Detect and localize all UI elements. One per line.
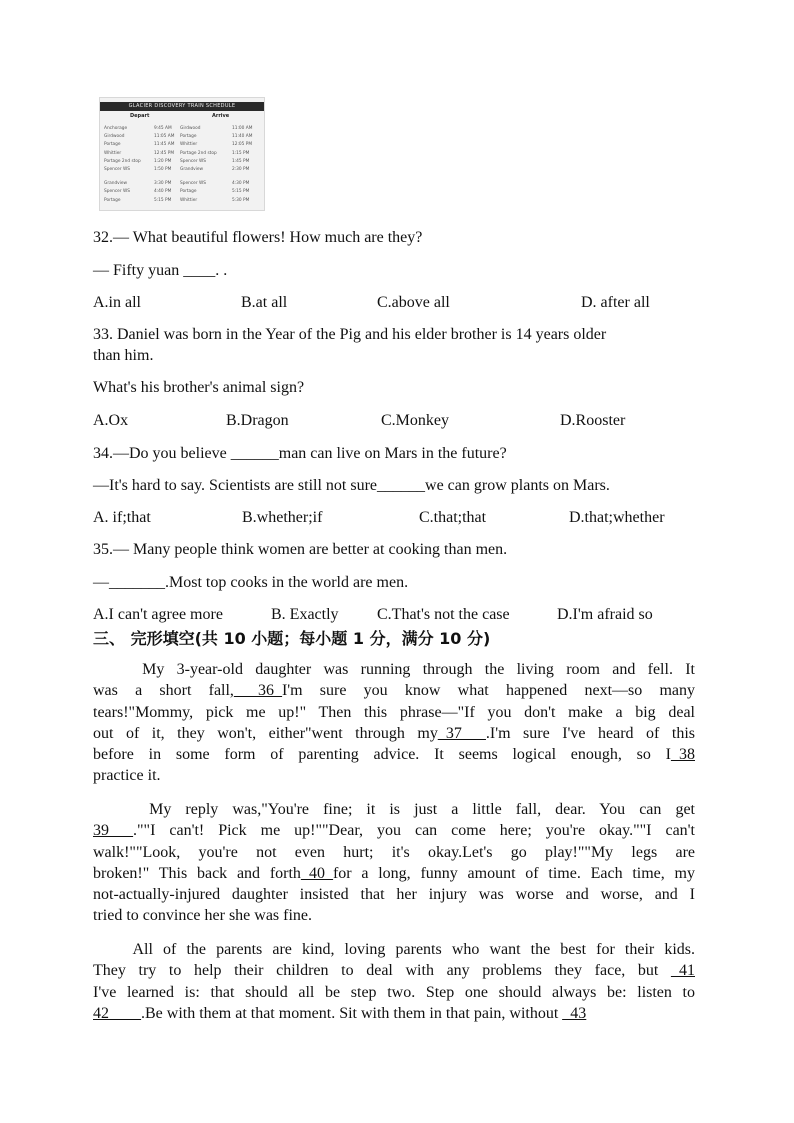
schedule-cell: Anchorage [104, 126, 128, 131]
schedule-cell: Portage [180, 189, 197, 195]
q33-question: What's his brother's animal sign? [93, 379, 305, 396]
q33-option-a: A.Ox [93, 412, 129, 429]
q35-answer: —_______.Most top cooks in the world are men. [93, 574, 409, 591]
schedule-cell: 11:45 AM [154, 142, 175, 148]
schedule-row [104, 142, 262, 148]
passage-line [93, 905, 695, 926]
passage-line [93, 863, 695, 884]
passage-text: tried to convince her she was fine. [93, 907, 313, 925]
passage-text: I'm sure you know what happened next—so many [281, 682, 695, 700]
passage-line [93, 680, 695, 701]
passage-line [93, 765, 695, 786]
q35-option-c: C.That's not the case [377, 606, 510, 623]
passage-line [93, 723, 695, 744]
passage-line [93, 1003, 695, 1024]
blank-number: _37___ [437, 724, 486, 742]
passage-line [93, 820, 695, 841]
schedule-cell: 4:30 PM [232, 181, 250, 187]
passage-text: .I'm sure I've heard of this [485, 724, 695, 742]
schedule-row [104, 151, 262, 157]
passage-line [93, 744, 695, 765]
blank-number: _41 [671, 962, 695, 980]
q33-stem-line2: than him. [93, 347, 154, 364]
schedule-cell: 12:05 PM [232, 142, 253, 148]
schedule-row [104, 134, 262, 140]
passage-text: broken!" This back and forth [93, 864, 301, 882]
passage-text: was a short fall, [93, 682, 234, 700]
q33-stem-line1: 33. Daniel was born in the Year of the Pig and his elder brother is 14 years older [93, 326, 607, 343]
passage-line [93, 659, 695, 680]
q32-options [93, 292, 703, 313]
blank-number: 42____ [93, 1004, 141, 1022]
schedule-cell: Spencer WS [180, 181, 206, 187]
q35-stem: 35.— Many people think women are better at cooking than men. [93, 541, 508, 558]
schedule-cell: Girdwood [180, 126, 201, 131]
passage-paragraph-2 [93, 799, 695, 927]
passage-text: practice it. [93, 767, 161, 785]
blank-number: _38 [671, 746, 695, 764]
passage-text: .""I can't! Pick me up!""Dear, you can come here; you're okay.""I can't [133, 822, 695, 840]
schedule-row [104, 198, 262, 204]
q34-option-a: A. if;that [93, 509, 151, 526]
schedule-cell: Whittier [104, 150, 122, 156]
q34-answer: —It's hard to say. Scientists are still not sure______we can grow plants on Mars. [93, 477, 610, 494]
passage-line [93, 960, 695, 981]
section-three-heading: 三、 完形填空(共 10 小题；每小题 1 分，满分 10 分) [93, 629, 491, 648]
q32-option-b: B.at all [241, 294, 288, 311]
blank-number: ___36_ [233, 682, 282, 700]
blank-number: 39___ [93, 822, 133, 840]
schedule-cell: 5:30 PM [232, 197, 250, 203]
passage-text: walk!""Look, you're not even hurt; it's okay.Let's go play!""My legs are [93, 843, 695, 861]
passage-text: before in some form of parenting advice. It seems logical enough, so I [93, 746, 671, 764]
q34-option-c: C.that;that [419, 509, 487, 526]
q32-option-a: A.in all [93, 294, 141, 311]
schedule-cell: Grandview [104, 181, 128, 187]
schedule-row [104, 159, 262, 165]
q33-option-d: D.Rooster [560, 412, 626, 429]
passage-text: They try to help their children to deal with any problems they face, but [93, 962, 671, 980]
passage-text: tears!"Mommy, pick me up!" Then this phrase—"If you don't make a big deal [93, 703, 695, 721]
passage-text: out of it, they won't, either"went through my [93, 724, 438, 742]
schedule-row [104, 181, 262, 187]
schedule-cell: 5:15 PM [154, 197, 172, 203]
schedule-cell: Spencer WS [104, 167, 130, 172]
schedule-arrive-label: Arrive [212, 113, 230, 119]
schedule-cell: Portage 2nd stop [104, 158, 141, 164]
passage-text: My 3-year-old daughter was running through the living room and fell. It [93, 661, 695, 678]
q35-options [93, 604, 703, 625]
passage-text: not-actually-injured daughter insisted that her injury was worse and worse, and I [93, 886, 695, 904]
q35-option-b: B. Exactly [271, 606, 339, 623]
schedule-cell: 11:00 AM [232, 126, 253, 131]
q34-options [93, 507, 703, 528]
passage-line [93, 842, 695, 863]
q33-option-b: B.Dragon [226, 412, 289, 429]
passage-text: for a long, funny amount of time. Each time, my [332, 864, 695, 882]
schedule-cell: Portage [104, 197, 121, 203]
passage-line [93, 702, 695, 723]
schedule-cell: 12:45 PM [154, 150, 175, 156]
schedule-cell: Whittier [180, 142, 198, 148]
schedule-cell: 1:20 PM [154, 158, 172, 164]
schedule-cell: 3:30 PM [154, 181, 172, 187]
q32-stem: 32.— What beautiful flowers! How much are they? [93, 229, 423, 246]
schedule-cell: Spencer WS [104, 189, 130, 195]
schedule-cell: 4:40 PM [154, 189, 172, 195]
schedule-cell: Whittier [180, 197, 198, 203]
passage-line [93, 982, 695, 1003]
q33-options [93, 410, 703, 431]
schedule-title: GLACIER DISCOVERY TRAIN SCHEDULE [100, 102, 264, 111]
q34-option-d: D.that;whether [569, 509, 665, 526]
schedule-cell: Portage [104, 142, 121, 148]
passage-text: All of the parents are kind, loving parents who want the best for their kids. [93, 941, 695, 958]
q33-option-c: C.Monkey [381, 412, 449, 429]
q35-option-d: D.I'm afraid so [557, 606, 653, 623]
schedule-row [104, 189, 262, 195]
schedule-cell: 1:15 PM [232, 150, 250, 156]
schedule-cell: 1:45 PM [232, 158, 250, 164]
schedule-depart-label: Depart [130, 113, 150, 119]
schedule-cell: 11:05 AM [154, 134, 175, 140]
passage-paragraph-1 [93, 659, 695, 787]
schedule-cell: Spencer WS [180, 158, 206, 164]
schedule-row [104, 126, 262, 132]
q32-option-d: D. after all [581, 294, 650, 311]
passage-paragraph-3 [93, 939, 695, 1024]
passage-text: My reply was,"You're fine; it is just a little fall, dear. You can get [93, 801, 695, 818]
schedule-cell: 1:50 PM [154, 167, 172, 172]
schedule-cell: 9:45 AM [154, 126, 172, 131]
schedule-cell: Portage 2nd stop [180, 150, 217, 156]
schedule-row [104, 167, 262, 173]
q32-option-c: C.above all [377, 294, 450, 311]
q35-option-a: A.I can't agree more [93, 606, 223, 623]
passage-line [93, 939, 695, 960]
q34-option-b: B.whether;if [242, 509, 323, 526]
schedule-cell: 2:30 PM [232, 167, 250, 172]
train-schedule-image [99, 97, 265, 211]
passage-text: I've learned is: that should all be step two. Step one should always be: listen to [93, 983, 695, 1001]
schedule-cell: 11:40 AM [232, 134, 253, 140]
passage-line [93, 884, 695, 905]
schedule-cell: Portage [180, 134, 197, 140]
q34-stem: 34.—Do you believe ______man can live on Mars in the future? [93, 445, 507, 462]
passage-text: .Be with them at that moment. Sit with them in that pain, without [141, 1004, 563, 1022]
schedule-cell: Girdwood [104, 134, 125, 140]
schedule-cell: 5:15 PM [232, 189, 250, 195]
schedule-cell: Grandview [180, 167, 204, 172]
blank-number: _40_ [300, 864, 333, 882]
blank-number: _43 [562, 1004, 587, 1022]
passage-line [93, 799, 695, 820]
q32-answer: — Fifty yuan ____. . [93, 262, 228, 279]
